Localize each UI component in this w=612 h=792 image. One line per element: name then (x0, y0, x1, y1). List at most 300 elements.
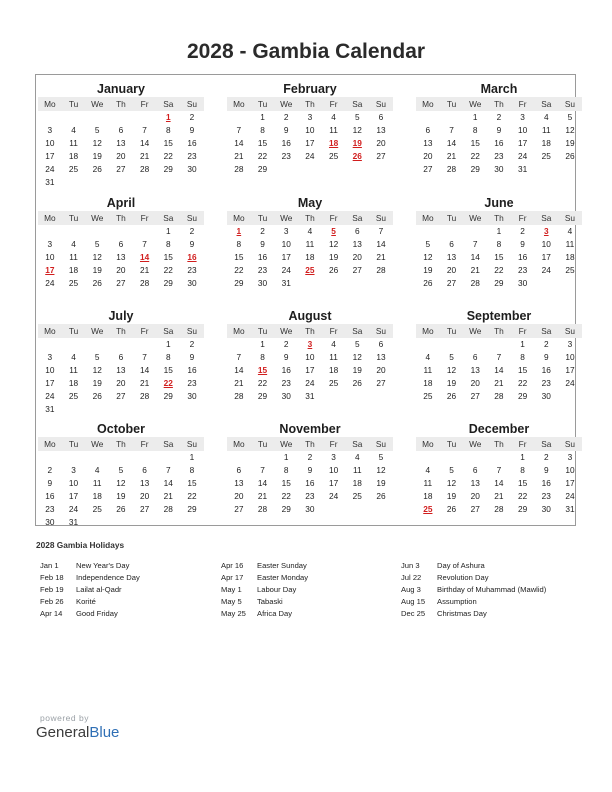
day-cell: 2 (496, 112, 502, 122)
week-row (38, 137, 204, 150)
month-name: December (468, 422, 530, 436)
holiday-entry (401, 584, 546, 596)
day-cell: 6 (142, 465, 147, 475)
day-cell: 25 (92, 504, 102, 514)
day-cell: 22 (517, 378, 528, 388)
day-cell: 29 (494, 278, 504, 288)
day-cell: 3 (307, 112, 313, 122)
holiday-name: Birthday of Muhammad (Mawlid) (437, 585, 547, 594)
day-cell: 6 (472, 465, 478, 475)
day-cell (85, 338, 109, 351)
day-cell (251, 451, 275, 464)
weekday-label: Tu (446, 213, 457, 223)
week-row (227, 490, 393, 503)
day-cell (463, 338, 487, 351)
day-cell: 24 (565, 491, 575, 501)
day-cell: 20 (376, 365, 386, 375)
holiday-name: Lailat al-Qadr (76, 585, 122, 594)
day-cell: 25 (352, 491, 362, 501)
weekday-label: Fr (518, 439, 527, 449)
holiday-name: Christmas Day (437, 609, 487, 618)
week-row (38, 163, 204, 176)
day-cell: 13 (470, 478, 480, 488)
day-cell: 26 (446, 391, 457, 401)
day-cell: 25 (328, 378, 339, 388)
day-cell: 3 (520, 112, 525, 122)
day-cell: 1 (165, 339, 171, 349)
day-cell: 10 (45, 252, 55, 262)
day-cell: 23 (187, 265, 197, 275)
day-cell (345, 277, 369, 290)
month-name: September (466, 309, 532, 323)
day-cell: 11 (329, 125, 338, 135)
holiday-day-cell: 25 (423, 504, 433, 514)
weekday-label: Th (116, 326, 126, 336)
day-cell (62, 225, 86, 238)
weekday-label: We (91, 99, 104, 109)
day-cell: 4 (331, 339, 336, 349)
day-cell: 12 (92, 252, 102, 262)
day-cell: 21 (139, 151, 150, 161)
day-cell: 6 (378, 112, 384, 122)
day-cell: 12 (352, 125, 362, 135)
day-cell: 7 (142, 352, 147, 362)
holiday-day-cell: 1 (165, 112, 171, 122)
day-cell: 17 (565, 478, 575, 488)
month-october (38, 422, 204, 529)
day-cell: 13 (139, 478, 150, 488)
week-row (227, 451, 393, 464)
week-row (38, 277, 204, 290)
holiday-entry (401, 560, 546, 572)
day-cell: 26 (116, 504, 126, 514)
week-row (227, 390, 393, 403)
day-cell: 17 (281, 252, 291, 262)
day-cell: 2 (543, 452, 549, 462)
holiday-date: Apr 14 (40, 609, 63, 618)
holiday-column (221, 560, 308, 620)
day-cell (180, 403, 204, 416)
day-cell (109, 111, 133, 124)
day-cell: 9 (543, 465, 549, 475)
day-cell: 28 (139, 391, 150, 401)
day-cell: 18 (92, 491, 102, 501)
day-cell: 11 (423, 365, 433, 375)
weekday-label: Tu (68, 213, 79, 223)
day-cell (345, 503, 369, 516)
day-cell: 8 (165, 352, 171, 362)
day-cell: 20 (446, 265, 457, 275)
day-cell: 24 (45, 278, 55, 288)
day-cell: 4 (307, 226, 313, 236)
day-cell (463, 451, 487, 464)
holiday-day-cell: 25 (305, 265, 315, 275)
day-cell: 5 (378, 452, 384, 462)
week-row (227, 238, 393, 251)
day-cell: 3 (47, 125, 53, 135)
holiday-column (401, 560, 546, 620)
holiday-date: Feb 18 (40, 573, 64, 582)
weekday-label: Su (186, 99, 198, 109)
holiday-entry (40, 572, 140, 584)
week-row (416, 225, 582, 238)
day-cell: 9 (496, 125, 502, 135)
week-row (38, 251, 204, 264)
day-cell (109, 516, 133, 529)
day-cell (156, 451, 180, 464)
holiday-name: Labour Day (257, 585, 297, 594)
day-cell: 4 (71, 239, 76, 249)
day-cell: 13 (423, 138, 433, 148)
week-row (227, 338, 393, 351)
day-cell: 1 (496, 226, 502, 236)
day-cell: 28 (257, 504, 268, 514)
day-cell: 12 (565, 125, 575, 135)
weekday-label: Su (186, 213, 198, 223)
day-cell: 20 (234, 491, 244, 501)
weekday-label: We (280, 326, 293, 336)
day-cell (62, 111, 86, 124)
holiday-name: Day of Ashura (437, 561, 485, 570)
day-cell: 11 (305, 239, 315, 249)
day-cell: 30 (541, 391, 551, 401)
holiday-name: Africa Day (257, 609, 293, 618)
day-cell: 7 (496, 352, 502, 362)
day-cell: 19 (92, 265, 102, 275)
weekday-label: Sa (352, 213, 363, 223)
week-row (38, 225, 204, 238)
day-cell: 16 (541, 478, 551, 488)
day-cell: 28 (494, 504, 504, 514)
day-cell: 9 (189, 125, 195, 135)
day-cell: 17 (305, 138, 315, 148)
day-cell: 18 (305, 252, 315, 262)
holiday-date: Dec 25 (401, 609, 426, 618)
day-cell: 28 (234, 391, 244, 401)
day-cell: 7 (260, 465, 265, 475)
day-cell: 23 (187, 378, 197, 388)
weekday-label: Th (305, 439, 315, 449)
weekday-label: Mo (422, 213, 434, 223)
day-cell: 5 (94, 352, 100, 362)
week-row (38, 238, 204, 251)
day-cell: 30 (494, 164, 504, 174)
day-cell: 17 (541, 252, 551, 262)
weekday-label: Mo (422, 99, 434, 109)
day-cell (440, 225, 464, 238)
day-cell: 6 (449, 239, 454, 249)
day-cell: 9 (283, 352, 289, 362)
day-cell (298, 163, 322, 176)
month-november (227, 422, 393, 516)
day-cell: 17 (517, 138, 528, 148)
week-row (416, 477, 582, 490)
day-cell: 2 (543, 339, 549, 349)
day-cell: 24 (305, 378, 315, 388)
day-cell: 18 (541, 138, 551, 148)
holiday-entry (40, 560, 140, 572)
day-cell: 16 (187, 138, 197, 148)
weekday-label: Tu (446, 439, 457, 449)
month-name: November (279, 422, 341, 436)
day-cell (322, 503, 346, 516)
day-cell: 29 (187, 504, 197, 514)
day-cell: 26 (352, 378, 362, 388)
weekday-label: Tu (257, 439, 268, 449)
day-cell: 11 (69, 138, 78, 148)
weekday-label: Sa (163, 326, 174, 336)
weekday-label: Th (494, 326, 504, 336)
day-cell: 27 (376, 151, 386, 161)
holiday-entry (401, 596, 546, 608)
week-row (38, 390, 204, 403)
day-cell: 5 (449, 465, 454, 475)
day-cell: 21 (470, 265, 480, 275)
day-cell: 10 (328, 465, 339, 475)
day-cell: 30 (541, 504, 551, 514)
day-cell: 5 (425, 239, 431, 249)
day-cell (109, 403, 133, 416)
day-cell: 2 (520, 226, 525, 236)
day-cell: 25 (68, 164, 79, 174)
day-cell: 18 (423, 491, 433, 501)
day-cell: 7 (449, 125, 454, 135)
day-cell: 27 (446, 278, 457, 288)
week-row (38, 377, 204, 390)
holiday-name: Easter Monday (257, 573, 309, 582)
week-row (416, 464, 582, 477)
day-cell: 30 (187, 278, 197, 288)
day-cell (133, 176, 157, 189)
day-cell (322, 390, 346, 403)
day-cell: 20 (116, 378, 126, 388)
weekday-label: Sa (352, 439, 363, 449)
day-cell: 5 (354, 112, 360, 122)
day-cell: 27 (116, 391, 126, 401)
day-cell (487, 451, 511, 464)
weekday-label: Sa (541, 99, 552, 109)
day-cell: 7 (236, 125, 242, 135)
day-cell: 8 (496, 239, 502, 249)
day-cell: 9 (189, 352, 195, 362)
day-cell (109, 451, 133, 464)
day-cell (85, 111, 109, 124)
day-cell: 26 (328, 265, 339, 275)
day-cell: 2 (307, 452, 313, 462)
weekday-label: Fr (140, 99, 149, 109)
day-cell: 12 (376, 465, 386, 475)
weekday-label: Mo (422, 439, 434, 449)
day-cell (558, 163, 582, 176)
day-cell: 8 (165, 125, 171, 135)
day-cell: 27 (139, 504, 150, 514)
week-row (227, 364, 393, 377)
day-cell: 13 (376, 352, 386, 362)
holiday-entry (40, 608, 140, 620)
day-cell: 7 (236, 352, 242, 362)
holiday-entry (401, 608, 546, 620)
day-cell: 11 (329, 352, 338, 362)
day-cell: 5 (567, 112, 573, 122)
week-row (416, 111, 582, 124)
weekday-label: Tu (257, 213, 268, 223)
week-row (227, 251, 393, 264)
holiday-date: Apr 17 (221, 573, 244, 582)
weekday-label: Tu (446, 99, 457, 109)
month-name: June (484, 196, 514, 210)
weekday-label: Fr (329, 99, 338, 109)
day-cell: 13 (116, 138, 126, 148)
day-cell: 31 (305, 391, 315, 401)
day-cell (440, 451, 464, 464)
day-cell (38, 451, 62, 464)
holiday-entry (401, 572, 546, 584)
weekday-label: Su (375, 213, 387, 223)
week-row (38, 351, 204, 364)
day-cell: 20 (116, 265, 126, 275)
month-march (416, 82, 582, 176)
day-cell: 29 (257, 391, 268, 401)
day-cell: 16 (541, 365, 551, 375)
day-cell: 25 (423, 391, 433, 401)
day-cell: 6 (472, 352, 478, 362)
weekday-label: Th (116, 213, 126, 223)
brand-logo[interactable] (36, 724, 119, 741)
weekday-header (38, 97, 204, 111)
day-cell: 21 (234, 378, 244, 388)
day-cell (227, 338, 251, 351)
weekday-header (227, 97, 393, 111)
week-row (227, 137, 393, 150)
day-cell (322, 163, 346, 176)
day-cell (85, 516, 109, 529)
powered-by-text: powered by (40, 713, 89, 723)
day-cell: 23 (494, 151, 504, 161)
day-cell: 29 (257, 164, 268, 174)
day-cell (85, 225, 109, 238)
day-cell: 22 (163, 151, 173, 161)
week-row (227, 163, 393, 176)
day-cell: 16 (257, 252, 268, 262)
weekday-label: Sa (352, 99, 363, 109)
day-cell (322, 277, 346, 290)
week-row (227, 503, 393, 516)
weekday-header (38, 324, 204, 338)
week-row (227, 124, 393, 137)
day-cell: 28 (470, 278, 480, 288)
day-cell: 22 (257, 378, 268, 388)
day-cell (133, 111, 157, 124)
weekday-label: Mo (233, 439, 245, 449)
day-cell (38, 225, 62, 238)
day-cell: 17 (68, 491, 79, 501)
day-cell: 9 (189, 239, 195, 249)
day-cell: 15 (470, 138, 480, 148)
holiday-date: Aug 15 (401, 597, 426, 606)
weekday-label: Fr (140, 213, 149, 223)
holiday-entry (221, 560, 308, 572)
holiday-entry (221, 572, 308, 584)
day-cell: 17 (565, 365, 575, 375)
day-cell: 29 (163, 278, 173, 288)
weekday-label: Th (116, 439, 126, 449)
day-cell: 21 (139, 378, 150, 388)
day-cell: 8 (260, 352, 265, 362)
holiday-name: Korité (76, 597, 96, 606)
weekday-label: Fr (518, 99, 527, 109)
day-cell: 6 (425, 125, 431, 135)
week-row (38, 503, 204, 516)
day-cell: 22 (234, 265, 244, 275)
weekday-label: Mo (44, 439, 56, 449)
week-row (416, 364, 582, 377)
holiday-day-cell: 26 (352, 151, 362, 161)
weekday-label: Fr (329, 439, 338, 449)
day-cell: 2 (260, 226, 265, 236)
day-cell: 19 (565, 138, 575, 148)
week-row (416, 163, 582, 176)
day-cell: 27 (234, 504, 244, 514)
week-row (38, 176, 204, 189)
day-cell: 10 (68, 478, 79, 488)
month-name: March (480, 82, 518, 96)
day-cell: 3 (47, 239, 53, 249)
day-cell: 22 (494, 265, 504, 275)
day-cell: 11 (92, 478, 102, 488)
weekday-label: Su (564, 99, 576, 109)
day-cell: 22 (281, 491, 291, 501)
weekday-header (227, 437, 393, 451)
day-cell: 5 (449, 352, 454, 362)
day-cell: 23 (281, 151, 291, 161)
weekday-label: Tu (68, 439, 79, 449)
day-cell: 7 (472, 239, 478, 249)
holiday-day-cell: 17 (45, 265, 55, 275)
day-cell: 23 (281, 378, 291, 388)
day-cell (369, 163, 393, 176)
weekday-label: Sa (352, 326, 363, 336)
day-cell: 24 (517, 151, 528, 161)
weekday-label: Sa (541, 439, 552, 449)
weekday-header (38, 437, 204, 451)
day-cell: 19 (116, 491, 126, 501)
day-cell: 18 (68, 265, 79, 275)
day-cell: 28 (163, 504, 173, 514)
day-cell (109, 176, 133, 189)
week-row (416, 137, 582, 150)
day-cell: 6 (118, 125, 124, 135)
day-cell: 18 (352, 478, 362, 488)
day-cell (558, 277, 582, 290)
week-row (416, 264, 582, 277)
day-cell: 30 (281, 391, 291, 401)
weekday-label: Tu (68, 326, 79, 336)
day-cell: 10 (517, 125, 528, 135)
day-cell: 20 (139, 491, 150, 501)
day-cell: 12 (352, 352, 362, 362)
month-february (227, 82, 393, 176)
day-cell: 11 (541, 125, 551, 135)
day-cell: 31 (517, 164, 528, 174)
day-cell: 26 (92, 391, 102, 401)
day-cell: 29 (281, 504, 291, 514)
day-cell: 21 (376, 252, 386, 262)
weekday-label: We (469, 326, 482, 336)
day-cell: 18 (68, 378, 79, 388)
day-cell: 18 (68, 151, 79, 161)
day-cell: 21 (494, 491, 504, 501)
day-cell (369, 277, 393, 290)
